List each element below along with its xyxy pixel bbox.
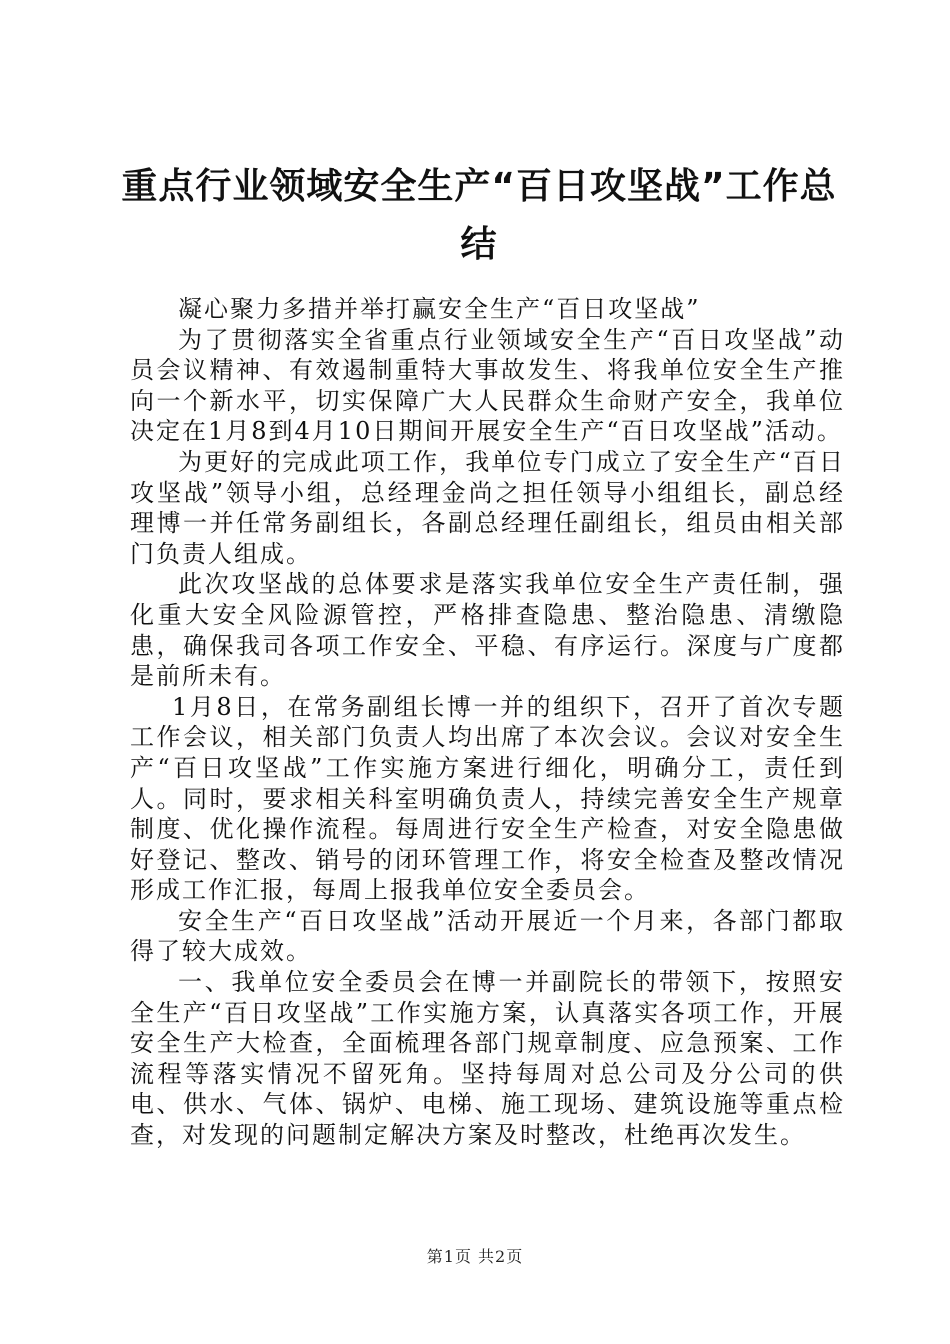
document-title: 重点行业领域安全生产“百日攻坚战”工作总结 (121, 166, 837, 265)
body-paragraph: 为了贯彻落实全省重点行业领域安全生产“百日攻坚战”动员会议精神、有效遏制重特大事故发生、将我单位安全生产推向一个新水平，切实保障广大人民群众生命财产安全，我单位决定在1月8到4月10日期间开展安全生产“百日攻坚战”活动。 (130, 325, 845, 446)
page-number-footer: 第1页 共2页 (426, 1247, 524, 1266)
body-paragraph: 1月8日，在常务副组长博一并的组织下，召开了首次专题工作会议，相关部门负责人均出席了本次会议。会议对安全生产“百日攻坚战”工作实施方案进行细化，明确分工，责任到人。同时，要求相关科室明确负责人，持续完善安全生产规章制度、优化操作流程。每周进行安全生产检查，对安全隐患做好登记、整改、销号的闭环管理工作，将安全检查及整改情况形成工作汇报，每周上报我单位安全委员会。 (130, 692, 845, 905)
body-paragraph: 安全生产“百日攻坚战”活动开展近一个月来，各部门都取得了较大成效。 (130, 906, 845, 966)
body-paragraph: 为更好的完成此项工作，我单位专门成立了安全生产“百日攻坚战”领导小组，总经理金尚之担任领导小组组长，副总经理博一并任常务副组长，各副总经理任副组长，组员由相关部门负责人组成。 (130, 447, 845, 568)
subtitle-paragraph: 凝心聚力多措并举打赢安全生产“百日攻坚战” (178, 295, 701, 323)
document-body (130, 294, 845, 1151)
body-paragraph: 一、我单位安全委员会在博一并副院长的带领下，按照安全生产“百日攻坚战”工作实施方案，认真落实各项工作，开展安全生产大检查，全面梳理各部门规章制度、应急预案、工作流程等落实情况不留死角。坚持每周对总公司及分公司的供电、供水、气体、锅炉、电梯、施工现场、建筑设施等重点检查，对发现的问题制定解决方案及时整改，杜绝再次发生。 (130, 968, 845, 1150)
body-paragraph: 此次攻坚战的总体要求是落实我单位安全生产责任制，强化重大安全风险源管控，严格排查隐患、整治隐患、清缴隐患，确保我司各项工作安全、平稳、有序运行。深度与广度都是前所未有。 (130, 570, 845, 691)
